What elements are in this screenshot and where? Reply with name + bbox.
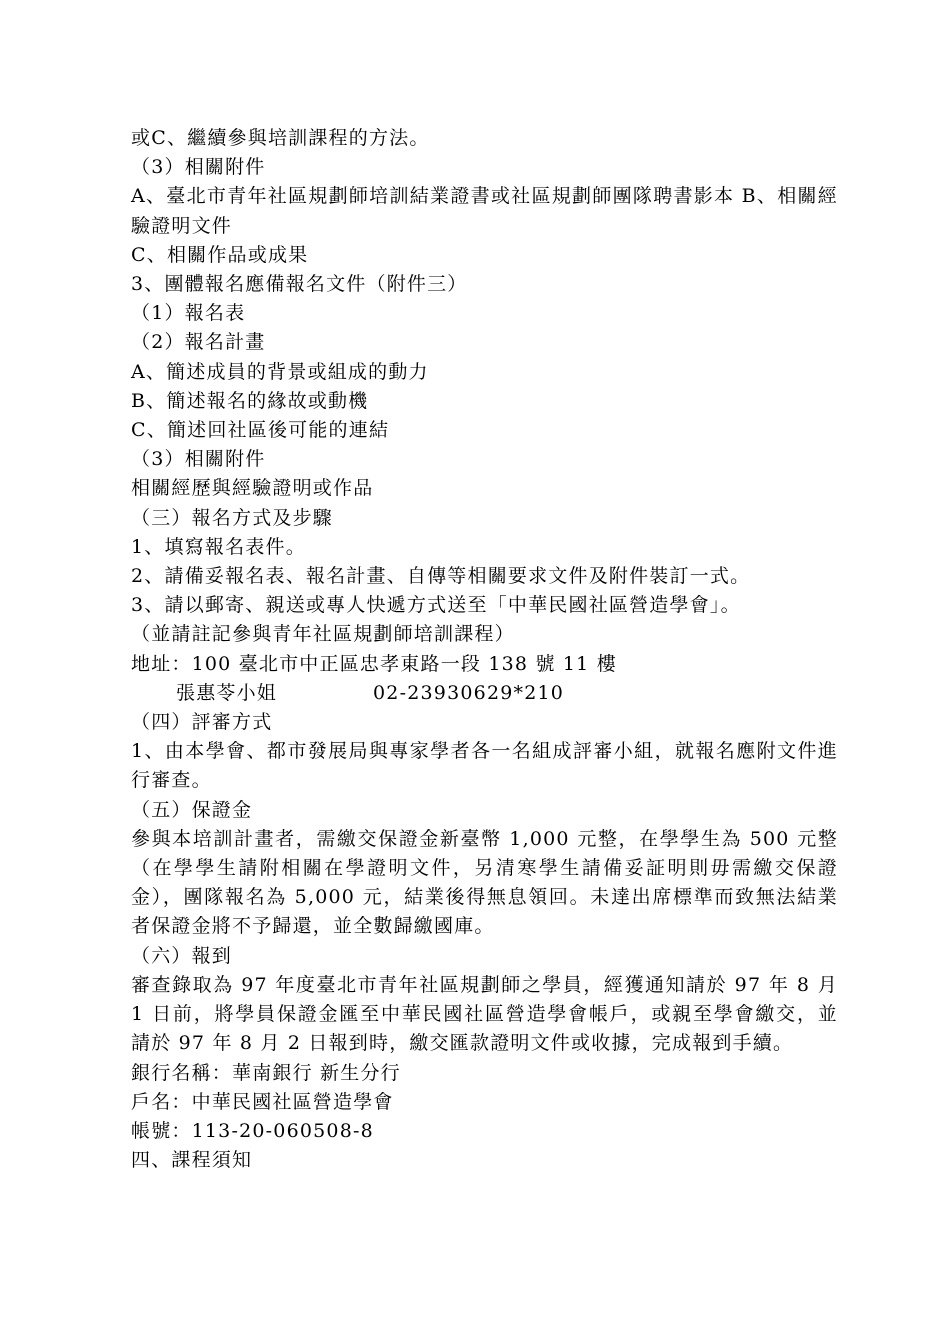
account-number-line: 帳號：113-20-060508-8 [131,1119,374,1142]
contact-name: 張惠苓小姐 [176,681,278,704]
text-line: （2）報名計畫 [131,331,266,354]
text-line: A、簡述成員的背景或組成的動力 [131,360,429,383]
contact-phone: 02-23930629*210 [373,681,565,704]
text-line: C、相關作品或成果 [131,243,309,266]
text-line: （1）報名表 [131,302,246,325]
paragraph-text: 審查錄取為 97 年度臺北市青年社區規劃師之學員，經獲通知請於 97 年 8 月 1 日前，將學員保證金匯至中華民國社區營造學會帳戶，或親至學會繳交，並請於 97 年 8 月 2 日報到時，繳交匯款證明文件或收據，完成報到手續。 [131,973,838,1055]
paragraph [114,825,838,942]
paragraph-text: A、臺北市青年社區規劃師培訓結業證書或社區規劃師團隊聘書影本 B、相關經驗證明文件 [131,185,838,237]
contact-line [114,679,838,708]
paragraph [114,971,838,1059]
section-heading: （四）評審方式 [131,711,273,734]
text-line: 1、填寫報名表件。 [131,535,306,558]
text-line: （並請註記參與青年社區規劃師培訓課程） [131,623,515,646]
section-heading: （三）報名方式及步驟 [131,506,334,529]
text-line: 3、團體報名應備報名文件（附件三） [131,273,468,296]
bank-name-line: 銀行名稱：華南銀行 新生分行 [131,1061,401,1084]
paragraph [114,737,838,795]
text-line: 相關經歷與經驗證明或作品 [131,477,374,500]
text-line: 3、請以郵寄、親送或專人快遞方式送至「中華民國社區營造學會」。 [131,594,741,617]
account-holder-line: 戶名：中華民國社區營造學會 [131,1090,394,1113]
section-heading: （3）相關附件 [131,156,266,179]
section-heading: （3）相關附件 [131,448,266,471]
text-line: B、簡述報名的緣故或動機 [131,389,369,412]
address-line: 地址：100 臺北市中正區忠孝東路一段 138 號 11 樓 [131,652,617,675]
paragraph [114,182,838,240]
paragraph-text: 參與本培訓計畫者，需繳交保證金新臺幣 1,000 元整，在學學生為 500 元整（在學學生請附相關在學證明文件，另清寒學生請備妥証明則毋需繳交保證金），團隊報名為 5,000 元，結業後得無息領回。未達出席標準而致無法結業者保證金將不予歸還，並全數歸繳國庫。 [131,827,838,938]
paragraph-text: 1、由本學會、都市發展局與專家學者各一名組成評審小組，就報名應附文件進行審查。 [131,740,838,792]
text-line: 2、請備妥報名表、報名計畫、自傳等相關要求文件及附件裝訂一式。 [131,565,751,588]
section-heading: （六）報到 [131,944,233,967]
text-line: C、簡述回社區後可能的連結 [131,419,390,442]
section-heading: 四、課程須知 [131,1149,253,1172]
text-line: 或C、繼續參與培訓課程的方法。 [131,127,430,149]
section-heading: （五）保證金 [131,798,253,821]
document-page [114,124,838,1175]
